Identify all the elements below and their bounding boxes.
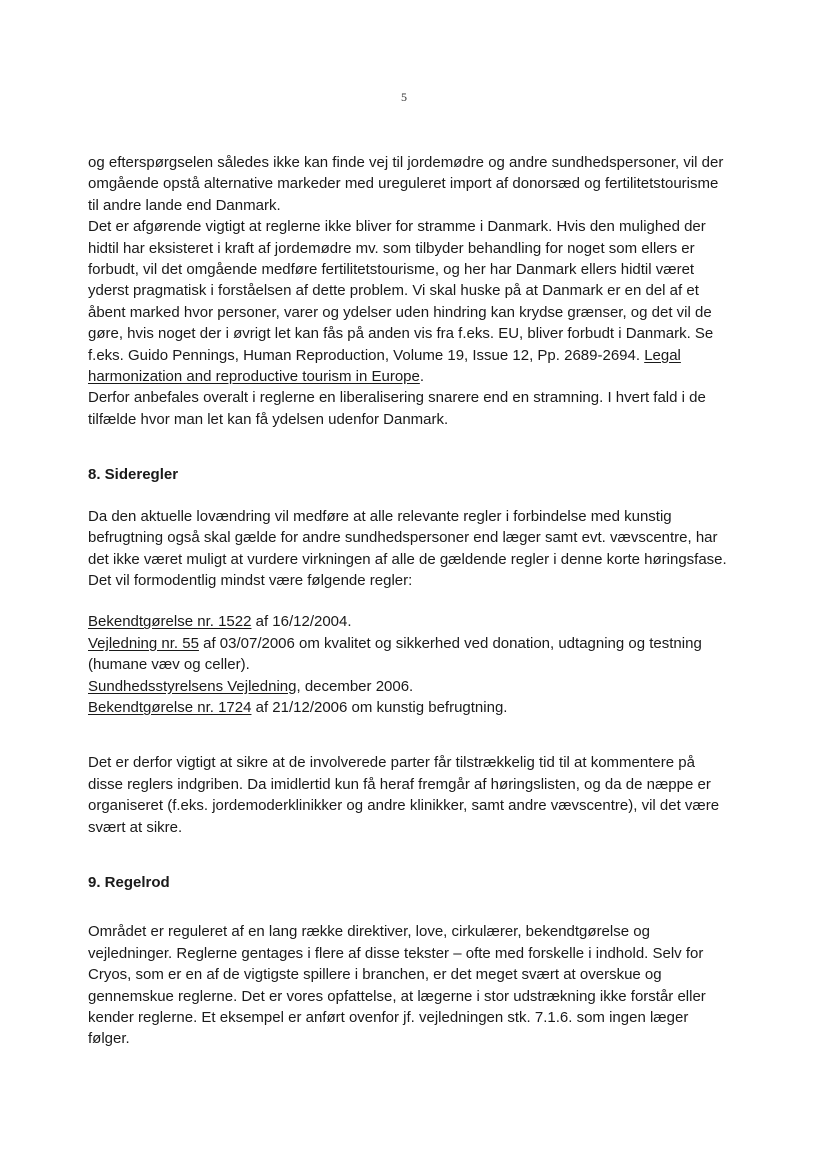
intro-paragraph-1: og efterspørgselen således ikke kan finde vej til jordemødre og andre sundhedspersoner, vil der omgående opstå alternative markeder med ureguleret import af donorsæd og fertilitetstourisme til andre lande end Danmark. [88, 154, 724, 214]
reference-link-vejledning-55[interactable]: Vejledning nr. 55 [88, 634, 199, 652]
reference-item [88, 611, 728, 632]
reference-text: , december 2006. [296, 677, 414, 695]
reference-link-bek-1724[interactable]: Bekendtgørelse nr. 1724 [88, 698, 252, 716]
intro-paragraph-2 [88, 216, 728, 387]
reference-item [88, 676, 728, 697]
intro-paragraph-3: Derfor anbefales overalt i reglerne en liberalisering snarere end en stramning. I hvert fald i de tilfælde hvor man let kan få ydelsen udenfor Danmark. [88, 389, 706, 428]
section-8-heading: 8. Sideregler [88, 466, 179, 484]
reference-link-sst-vejledning[interactable]: Sundhedsstyrelsens Vejledning [88, 677, 297, 695]
intro-paragraph-2-end: . [419, 368, 425, 386]
section-9-paragraph-1: Området er reguleret af en lang række direktiver, love, cirkulærer, bekendtgørelse og vejledninger. Reglerne gentages i flere af disse tekster – ofte med forskelle i indhold. Selv for Cryos, som er en af de vigtigste spillere i branchen, er det meget svært at overskue og gennemskue reglerne. Det er vores opfattelse, at lægerne i stor udstrækning ikke forstår eller kender reglerne. Et eksempel er anført ovenfor jf. vejledningen stk. 7.1.6. som ingen læger følger. [88, 923, 706, 1048]
section-8-paragraph-2: Det er derfor vigtigt at sikre at de involverede parter får tilstrækkelig tid til at kommentere på disse reglers indgriben. Da imidlertid kun få heraf fremgår af høringslisten, og da de næppe er organiseret (f.eks. jordemoderklinikker og andre klinikker, samt andre vævscentre), vil det være svært at sikre. [88, 754, 720, 836]
page-number: 5 [401, 90, 407, 104]
reference-text: af 03/07/2006 om kvalitet og sikkerhed ved donation, udtagning og testning (humane væv og celler). [88, 634, 702, 674]
intro-paragraph-2-text: Det er afgørende vigtigt at reglerne ikke bliver for stramme i Danmark. Hvis den mulighed der hidtil har eksisteret i kraft af jordemødre mv. som tilbyder behandling for noget som ellers er forbudt, vil det omgående medføre fertilitetstourisme, og her har Danmark ellers hidtil været yderst pragmatisk i forståelsen af dette problem. Vi skal huske på at Danmark er en del af et åbent marked hvor personer, varer og ydelser uden hindring kan krydse grænser, og det vil de gøre, hvis noget der i øvrigt let kan fås på anden vis fra f.eks. EU, bliver forbudt i Danmark. Se f.eks. Guido Pennings, Human Reproduction, Volume 19, Issue 12, Pp. 2689-2694. [88, 218, 714, 364]
reference-item [88, 633, 728, 676]
reference-link-bek-1522[interactable]: Bekendtgørelse nr. 1522 [88, 613, 252, 631]
document-body [88, 152, 728, 1050]
reference-link-legal-harmonization[interactable]: Legal harmonization and reproductive tourism in Europe [88, 346, 681, 386]
reference-list [88, 611, 728, 718]
reference-text: af 16/12/2004. [251, 613, 352, 631]
section-9-heading: 9. Regelrod [88, 873, 170, 891]
reference-text: af 21/12/2006 om kunstig befrugtning. [251, 698, 508, 716]
section-8-paragraph-1: Da den aktuelle lovændring vil medføre at alle relevante regler i forbindelse med kunstig befrugtning også skal gælde for andre sundhedspersoner end læger samt evt. vævscentre, har det ikke været muligt at vurdere virkningen af alle de gældende regler i denne korte høringsfase. Det vil formodentlig mindst være følgende regler: [88, 507, 727, 589]
reference-item [88, 697, 728, 718]
